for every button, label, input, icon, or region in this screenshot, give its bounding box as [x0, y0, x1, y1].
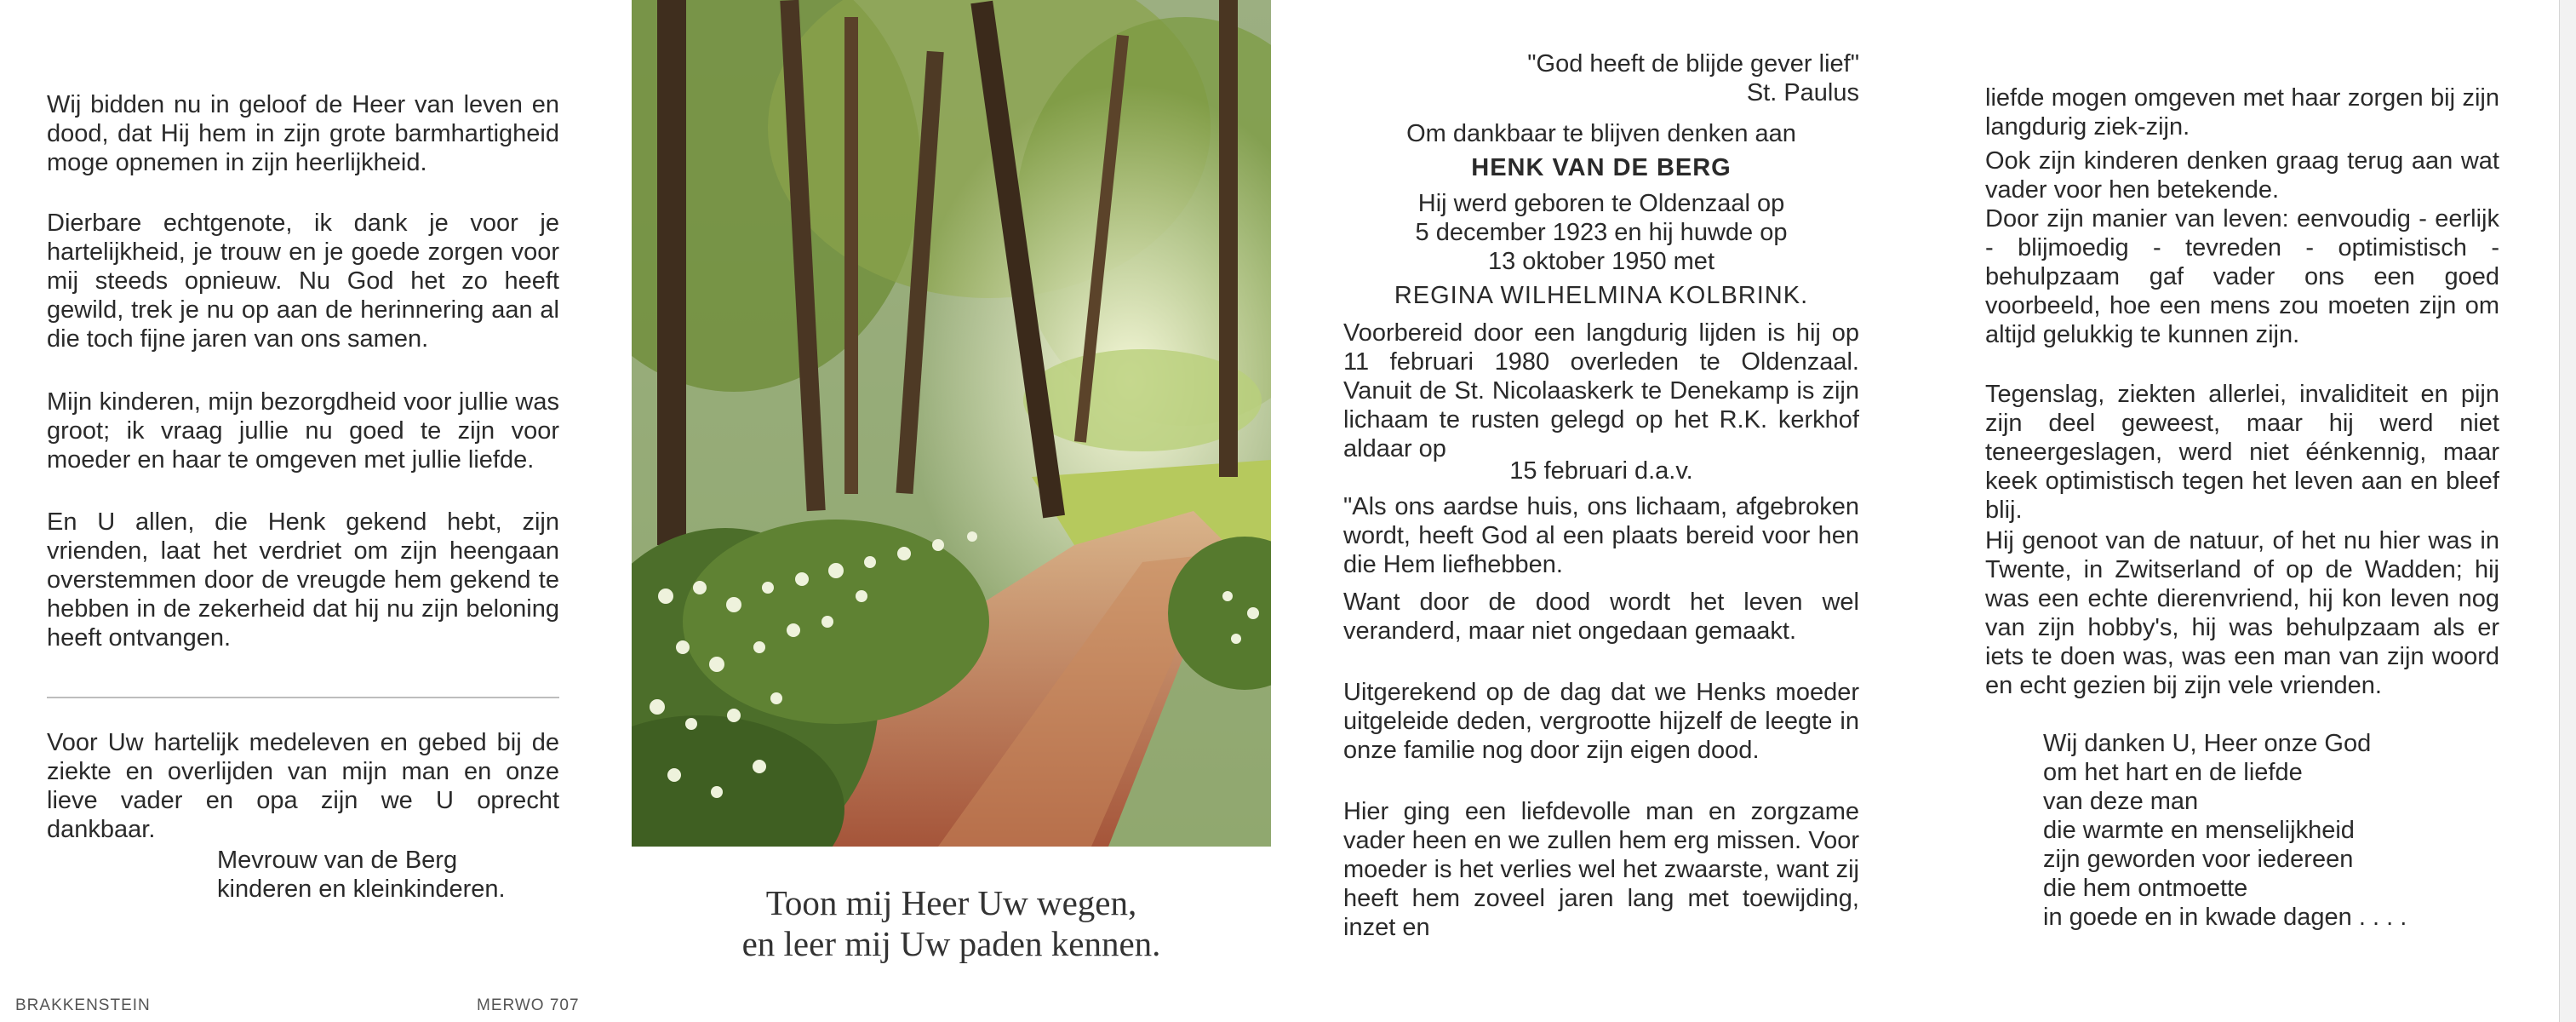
- poem: [2043, 729, 2499, 932]
- birth-line: Hij werd geboren te Oldenzaal op: [1417, 190, 1785, 217]
- poem-line: om het hart en de liefde: [2043, 759, 2303, 786]
- paragraph: Door zijn manier van leven: eenvoudig - eerlijk - blijmoedig - tevreden - optimistisch - behulpzaam gaf vader ons een goed voorbeeld, hoe een mens zou moeten zijn om altijd gelukkig te kunnen zijn.: [1985, 205, 2499, 348]
- paragraph: Uitgerekend op de dag dat we Henks moeder uitgeleide deden, vergrootte hijzelf de leegte in onze familie nog door zijn eigen dood.: [1343, 679, 1859, 764]
- paragraph: Dierbare echtgenote, ik dank je voor je hartelijkheid, je trouw en je goede zorgen voor mij steeds opnieuw. Nu God het zo heeft gewild, trek je nu op aan de herinnering aan al die toch fijne jaren van ons samen.: [47, 210, 559, 353]
- page-edge: [2559, 0, 2576, 1022]
- deceased-name: HENK VAN DE BERG: [1471, 154, 1732, 181]
- birth-line: 5 december 1923 en hij huwde op: [1415, 219, 1788, 246]
- paragraph: Ook zijn kinderen denken graag terug aan wat vader voor hen betekende.: [1985, 147, 2499, 204]
- caption-line: en leer mij Uw paden kennen.: [741, 924, 1161, 963]
- poem-line: zijn geworden voor iedereen: [2043, 846, 2354, 873]
- printer-name: BRAKKENSTEIN: [15, 996, 151, 1014]
- signature-line: kinderen en kleinkinderen.: [217, 876, 506, 903]
- paragraph: Hij genoot van de natuur, of het nu hier was in Twente, in Zwitserland of op de Wadden; hij was een echte dierenvriend, hij kon leven nog van zijn hobby's, hij was behulpzaam als er iets te doen was, was een man van zijn woord en echt gezien bij zijn vele vrienden.: [1985, 527, 2499, 699]
- thanks-paragraph: Voor Uw hartelijk medeleven en gebed bij de ziekte en overlijden van mijn man en onze lieve vader en opa zijn we U oprecht dankbaar.: [47, 729, 559, 843]
- paragraph: Hier ging een liefdevolle man en zorgzame vader heen en we zullen hem erg missen. Voor moeder is het verlies wel het zwaarste, want zij heeft hem zoveel jaren lang met toewijding, inzet en: [1343, 798, 1859, 941]
- signature: [217, 846, 559, 904]
- forest-path-photo: [632, 0, 1271, 847]
- print-code: MERWO 707: [477, 996, 580, 1014]
- poem-line: in goede en in kwade dagen . . . .: [2043, 904, 2407, 931]
- birth-line: 13 oktober 1950 met: [1487, 248, 1714, 275]
- death-date: 15 februari d.a.v.: [1509, 457, 1693, 485]
- photo-caption: [632, 882, 1271, 964]
- quote-source: St. Paulus: [1746, 79, 1859, 106]
- paragraph: En U allen, die Henk gekend hebt, zijn vrienden, laat het verdriet om zijn heengaan overstemmen door de vreugde hem gekend te hebben in de zekerheid dat hij nu zijn beloning heeft ontvangen.: [47, 508, 559, 652]
- poem-line: van deze man: [2043, 788, 2199, 815]
- poem-line: Wij danken U, Heer onze God: [2043, 730, 2372, 757]
- signature-line: Mevrouw van de Berg: [217, 847, 458, 874]
- paragraph: "Als ons aardse huis, ons lichaam, afgebroken wordt, heeft God al een plaats bereid voor hen die Hem liefhebben.: [1343, 493, 1859, 578]
- paragraph: Want door de dood wordt het leven wel veranderd, maar niet ongedaan gemaakt.: [1343, 589, 1859, 645]
- caption-line: Toon mij Heer Uw wegen,: [765, 883, 1137, 922]
- paragraph: Mijn kinderen, mijn bezorgdheid voor jullie was groot; ik vraag jullie nu goed te zijn voor moeder en haar te omgeven met jullie liefde.: [47, 388, 559, 474]
- death-paragraph: Voorbereid door een langdurig lijden is hij op 11 februari 1980 overleden te Oldenzaal. Vanuit de St. Nicolaaskerk te Denekamp is zijn lichaam te rusten gelegd op het R.K. kerkhof aldaar op: [1343, 319, 1859, 462]
- spouse-name: REGINA WILHELMINA KOLBRINK.: [1394, 282, 1809, 309]
- quote: [1343, 49, 1859, 107]
- quote-text: "God heeft de blijde gever lief": [1527, 50, 1859, 78]
- divider: [47, 697, 559, 698]
- paragraph: Wij bidden nu in geloof de Heer van leven en dood, dat Hij hem in zijn grote barmhartigheid moge opnemen in zijn heerlijkheid.: [47, 91, 559, 176]
- poem-line: die warmte en menselijkheid: [2043, 817, 2355, 844]
- intro-line: Om dankbaar te blijven denken aan: [1406, 120, 1796, 147]
- poem-line: die hem ontmoette: [2043, 875, 2248, 902]
- paragraph: liefde mogen omgeven met haar zorgen bij zijn langdurig ziek-zijn.: [1985, 84, 2499, 141]
- birth-info: [1343, 189, 1859, 276]
- paragraph: Tegenslag, ziekten allerlei, invaliditeit en pijn zijn deel geweest, maar hij werd niet teneergeslagen, werd niet éénkennig, maar keek optimistisch tegen het leven aan en bleef blij.: [1985, 381, 2499, 524]
